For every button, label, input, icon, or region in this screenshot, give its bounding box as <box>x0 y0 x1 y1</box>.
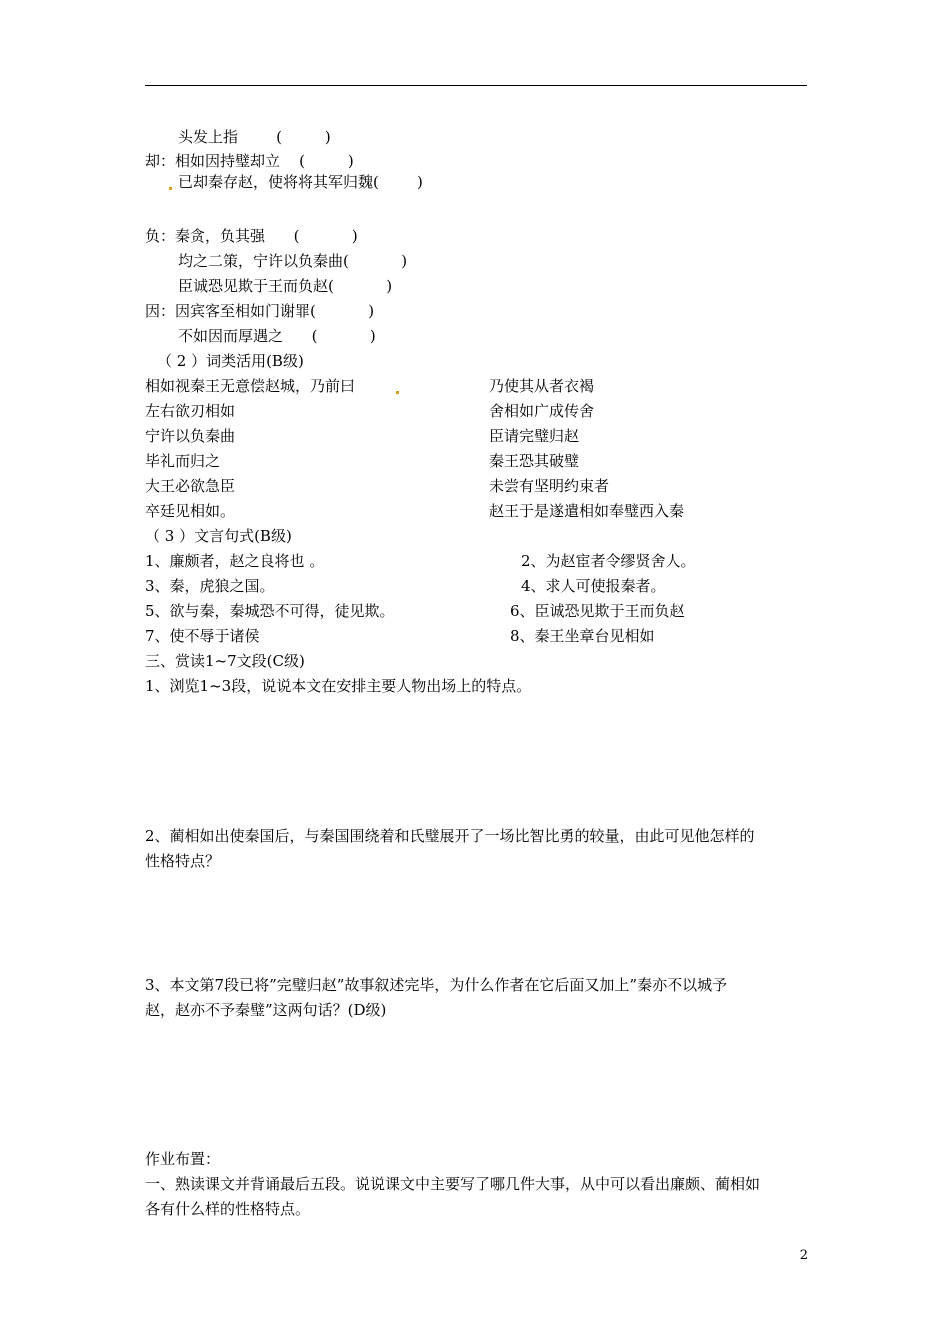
section2-right-6: 赵王于是遂遣相如奉璧西入秦 <box>489 502 685 520</box>
homework-line-2: 各有什么样的性格特点。 <box>145 1200 311 1218</box>
question-3-line-1: 3、本文第7段已将”完璧归赵”故事叙述完毕，为什么作者在它后面又加上”秦亦不以城予 <box>145 976 728 994</box>
section2-left-4: 毕礼而归之 <box>145 452 221 470</box>
section2-left-1: 相如视秦王无意偿赵城，乃前曰 <box>145 377 356 395</box>
question-1: 1、浏览1~3段，说说本文在安排主要人物出场上的特点。 <box>145 677 532 695</box>
homework-line-1: 一、熟读课文并背诵最后五段。说说课文中主要写了哪几件大事，从中可以看出廉颇、蔺相如 <box>145 1175 761 1193</box>
section2-heading: （ 2 ）词类活用(B级) <box>157 352 304 370</box>
section2-right-2: 舍相如广成传舍 <box>489 402 595 420</box>
section3-left-1: 1、廉颇者，赵之良将也 。 <box>145 552 325 570</box>
section3-right-2: 4、求人可使报秦者。 <box>521 577 666 595</box>
question-2-line-1: 2、蔺相如出使秦国后，与秦国围绕着和氏璧展开了一场比智比勇的较量，由此可见他怎样的 <box>145 827 755 845</box>
vocab-line-1: 头发上指 ( ) <box>178 128 331 146</box>
section3-right-4: 8、秦王坐章台见相如 <box>510 627 655 645</box>
section2-right-3: 臣请完璧归赵 <box>489 427 580 445</box>
page-number: 2 <box>799 1248 808 1263</box>
section2-right-4: 秦王恐其破璧 <box>489 452 580 470</box>
vocab-line-2: 却：相如因持璧却立 ( ) <box>145 152 354 170</box>
section2-left-6: 卒廷见相如。 <box>145 502 236 520</box>
header-rule <box>145 85 807 86</box>
section3-left-3: 5、欲与秦，秦城恐不可得，徒见欺。 <box>145 602 395 620</box>
section2-left-5: 大王必欲急臣 <box>145 477 236 495</box>
section3-right-1: 2、为赵宦者令缪贤舍人。 <box>521 552 696 570</box>
section3-left-2: 3、秦，虎狼之国。 <box>145 577 275 595</box>
homework-heading: 作业布置： <box>145 1150 221 1168</box>
section3-heading: （ 3 ）文言句式(B级) <box>145 527 292 545</box>
section3-right-3: 6、臣诚恐见欺于王而负赵 <box>510 602 685 620</box>
section3-left-4: 7、使不辱于诸侯 <box>145 627 260 645</box>
reading-heading: 三、赏读1~7文段(C级) <box>145 652 305 670</box>
section2-left-3: 宁许以负秦曲 <box>145 427 236 445</box>
vocab-line-7: 因：因宾客至相如门谢罪( ) <box>145 302 375 320</box>
section2-right-1: 乃使其从者衣褐 <box>489 377 595 395</box>
vocab-line-6: 臣诚恐见欺于王而负赵( ) <box>178 277 393 295</box>
vocab-line-5: 均之二策，宁许以负秦曲( ) <box>178 252 408 270</box>
vocab-line-8: 不如因而厚遇之 ( ) <box>178 327 376 345</box>
question-3-line-2: 赵，赵亦不予秦璧”这两句话？(D级) <box>145 1001 387 1019</box>
highlight-dot <box>396 391 399 394</box>
vocab-line-4: 负：秦贪，负其强 ( ) <box>145 227 358 245</box>
section2-right-5: 未尝有坚明约束者 <box>489 477 610 495</box>
vocab-line-3: 已却秦存赵，使将将其军归魏( ) <box>178 173 423 191</box>
question-2-line-2: 性格特点？ <box>145 852 221 870</box>
highlight-dot <box>169 187 172 190</box>
section2-left-2: 左右欲刃相如 <box>145 402 236 420</box>
